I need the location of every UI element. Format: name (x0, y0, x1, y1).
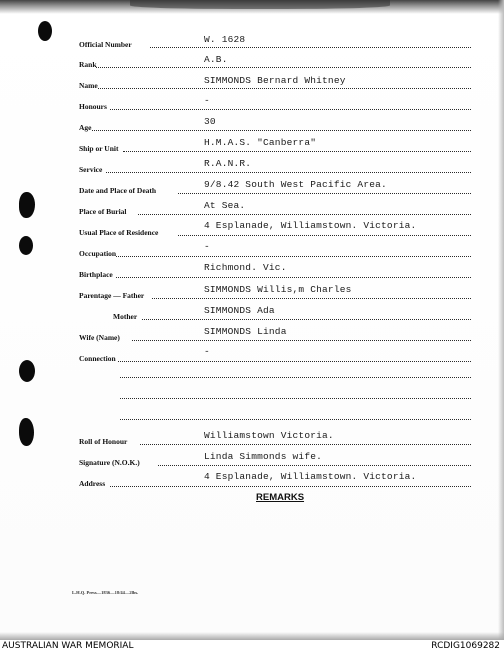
honours-line (110, 109, 471, 110)
blank-line (120, 377, 471, 378)
wife-name-line (132, 340, 471, 341)
scan-right-shadow (498, 0, 504, 640)
connection-value: - (204, 346, 210, 357)
signature-nok-value: Linda Simmonds wife. (204, 451, 323, 462)
name-label: Name (79, 81, 98, 90)
date-place-of-death-label: Date and Place of Death (79, 186, 157, 195)
blank-line (120, 398, 471, 399)
scan-top-blot (130, 0, 390, 9)
honours-value: - (204, 95, 210, 106)
service-line (106, 172, 471, 173)
archive-name: AUSTRALIAN WAR MEMORIAL (2, 641, 134, 651)
punch-hole (19, 236, 33, 255)
place-of-burial-value: At Sea. (204, 200, 246, 211)
age-value: 30 (204, 116, 216, 127)
punch-hole (19, 360, 35, 382)
parentage-mother-line (142, 319, 471, 320)
connection-line (118, 361, 471, 362)
punch-hole (19, 418, 34, 446)
birthplace-label: Birthplace (79, 270, 113, 279)
name-value: SIMMONDS Bernard Whitney (204, 75, 346, 86)
parentage-mother-label: Mother (113, 312, 138, 321)
wife-name-value: SIMMONDS Linda (204, 326, 287, 337)
punch-hole (19, 192, 35, 218)
scan-bottom-shadow (0, 632, 504, 640)
name-line (98, 88, 471, 89)
birthplace-line (116, 277, 471, 278)
remarks-heading: REMARKS (256, 492, 305, 503)
date-place-of-death-line (178, 193, 471, 194)
address-label: Address (79, 479, 106, 488)
ship-or-unit-line (123, 151, 471, 152)
age-line (92, 130, 471, 131)
place-of-burial-label: Place of Burial (79, 207, 127, 216)
place-of-burial-line (138, 214, 471, 215)
roll-of-honour-line (140, 444, 471, 445)
date-place-of-death-value: 9/8.42 South West Pacific Area. (204, 179, 387, 190)
address-value: 4 Esplanade, Williamstown. Victoria. (204, 471, 417, 482)
official-number-line (150, 47, 471, 48)
rank-line (96, 67, 471, 68)
occupation-value: - (204, 241, 210, 252)
wife-name-label: Wife (Name) (79, 333, 120, 342)
roll-of-honour-label: Roll of Honour (79, 437, 128, 446)
ship-or-unit-label: Ship or Unit (79, 144, 119, 153)
archive-footer (0, 640, 504, 654)
parentage-mother-value: SIMMONDS Ada (204, 305, 275, 316)
occupation-label: Occupation (79, 249, 117, 258)
service-value: R.A.N.R. (204, 158, 252, 169)
service-label: Service (79, 165, 103, 174)
rank-value: A.B. (204, 54, 228, 65)
official-number-value: W. 1628 (204, 34, 246, 45)
parentage-father-line (152, 298, 471, 299)
parentage-father-value: SIMMONDS Willis,m Charles (204, 284, 352, 295)
usual-residence-value: 4 Esplanade, Williamstown. Victoria. (204, 220, 417, 231)
usual-residence-line (178, 235, 471, 236)
official-number-label: Official Number (79, 40, 132, 49)
signature-nok-line (158, 465, 471, 466)
rank-label: Rank (79, 60, 97, 69)
age-label: Age (79, 123, 92, 132)
punch-hole (38, 21, 52, 41)
record-id: RCDIG1069282 (431, 641, 500, 651)
ship-or-unit-value: H.M.A.S. "Canberra" (204, 137, 317, 148)
signature-nok-label: Signature (N.O.K.) (79, 458, 140, 467)
usual-residence-label: Usual Place of Residence (79, 228, 159, 237)
occupation-line (116, 256, 471, 257)
honours-label: Honours (79, 102, 107, 111)
parentage-father-label: Parentage — Father (79, 291, 145, 300)
blank-line (120, 419, 471, 420)
birthplace-value: Richmond. Vic. (204, 262, 287, 273)
address-line (110, 486, 471, 487)
roll-of-honour-value: Williamstown Victoria. (204, 430, 334, 441)
printer-imprint: L.H.Q. Press—1836—18/44—2lbs. (72, 590, 139, 595)
connection-label: Connection (79, 354, 116, 363)
